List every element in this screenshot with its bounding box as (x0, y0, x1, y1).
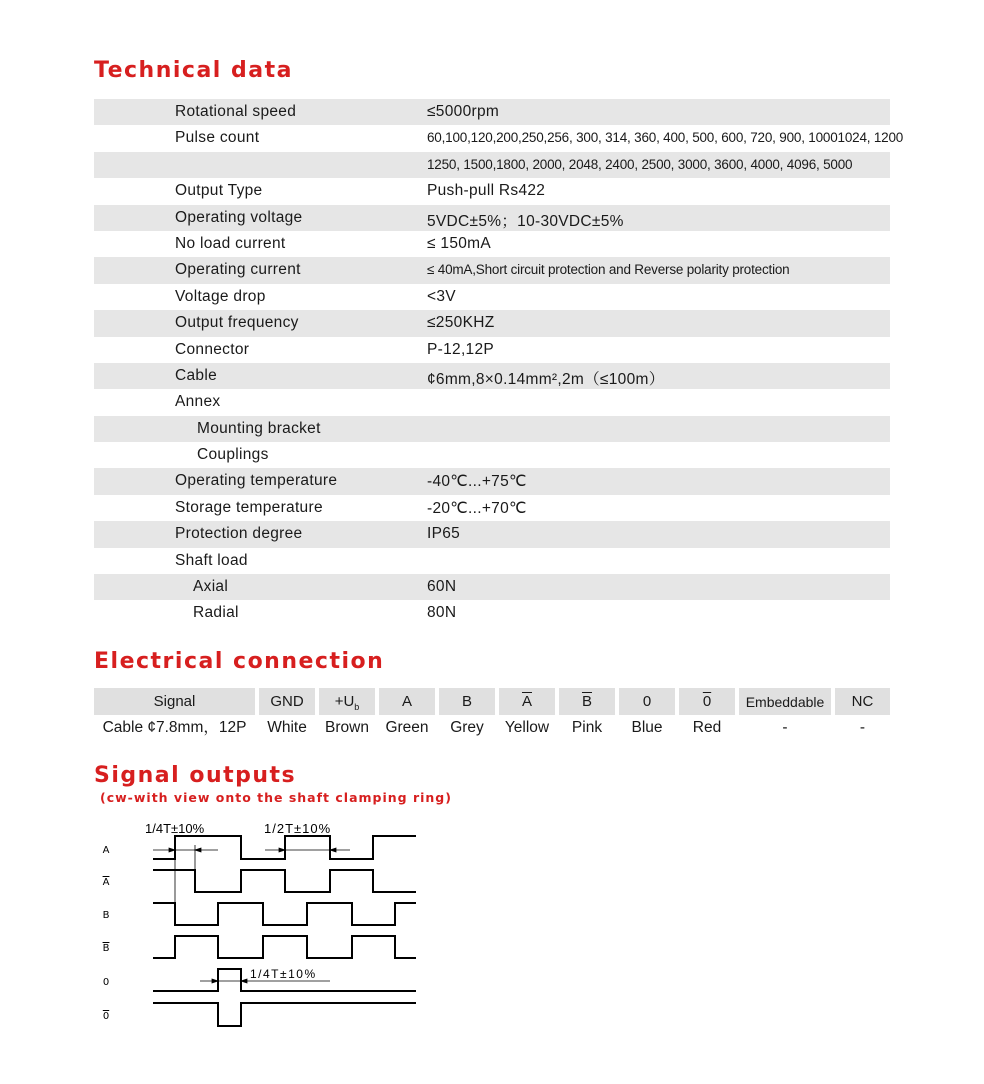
annotation-zero: 1/4T±10% (250, 967, 317, 981)
tech-row (94, 178, 890, 204)
tech-row (94, 205, 890, 231)
tech-row-label: Voltage drop (175, 287, 266, 305)
tech-row-value: ≤250KHZ (427, 314, 495, 332)
tech-row-label: Protection degree (175, 525, 303, 543)
channel-label-b: B (102, 910, 110, 921)
signal-timing-diagram (90, 815, 430, 1035)
channel-label-a: A (102, 845, 110, 856)
header-plus-u (319, 688, 375, 715)
tech-row-label: Operating temperature (175, 472, 338, 490)
color-plus-u: Brown (325, 719, 369, 736)
tech-row-label: Annex (175, 393, 221, 411)
channel-label-zero: 0 (102, 977, 110, 988)
waveform-b (153, 903, 416, 925)
color-zero-inverted: Red (692, 719, 722, 736)
plus-u-subscript: b (354, 702, 360, 712)
tech-row (94, 442, 890, 468)
tech-row-label: Connector (175, 340, 250, 358)
channel-label-b-inverted: B (102, 943, 110, 954)
header-zero-inverted (679, 688, 735, 715)
tech-row-label: Couplings (197, 446, 269, 464)
tech-row (94, 363, 890, 389)
zero-inverted-text: 0 (702, 693, 712, 710)
header-signal: Signal (94, 688, 255, 715)
header-b-inverted (559, 688, 615, 715)
tech-row-value: 60N (427, 578, 457, 596)
tech-row-value: ≤ 150mA (427, 234, 492, 252)
tech-row-label: Output Type (175, 182, 263, 200)
tech-row-label: Radial (193, 604, 239, 622)
tech-row-label: Mounting bracket (197, 419, 321, 437)
tech-row (94, 574, 890, 600)
color-a: Green (385, 719, 429, 736)
tech-row (94, 521, 890, 547)
tech-row-label: Storage temperature (175, 498, 323, 516)
header-embeddable: Embeddable (739, 688, 831, 715)
plus-u-text: +U (334, 693, 355, 710)
tech-row-label: Shaft load (175, 551, 248, 569)
annotation-quarter: 1/4T±10% (145, 821, 205, 836)
color-b: Grey (450, 719, 484, 736)
technical-data-title: Technical data (94, 58, 293, 83)
arrow-icon (195, 848, 201, 852)
b-inverted-text: $\overline{B}$ (581, 693, 592, 710)
waveform-zero-inverted (153, 1003, 416, 1026)
signal-outputs-subtitle: (cw-with view onto the shaft clamping ring) (100, 790, 452, 805)
tech-row (94, 125, 904, 151)
header-gnd: GND (259, 688, 315, 715)
tech-row-value: ≤ 40mA,Short circuit protection and Reverse polarity protection (427, 262, 790, 278)
tech-row (94, 468, 890, 494)
color-a-inverted: Yellow (504, 719, 550, 736)
tech-row (94, 284, 890, 310)
tech-row-label: Operating voltage (175, 208, 303, 226)
channel-label-zero-inverted: 0 (102, 1011, 110, 1022)
tech-row (94, 99, 890, 125)
color-embeddable: - (782, 719, 788, 736)
signal-outputs-title: Signal outputs (94, 763, 297, 788)
waveform-a (153, 836, 416, 859)
tech-row-value: -40℃...+75℃ (427, 473, 527, 491)
tech-row-value: 80N (427, 604, 457, 622)
cable-label: Cable ¢7.8mm，12P (102, 719, 247, 736)
annotation-half: 1/2T±10% (264, 821, 332, 836)
tech-row-label: Output frequency (175, 314, 299, 332)
tech-row (94, 257, 890, 283)
a-inverted-text: $\overline{A}$ (521, 693, 532, 710)
tech-row-value: <3V (427, 287, 456, 305)
tech-row-value: ≤5000rpm (427, 103, 500, 120)
tech-row-label: Axial (193, 578, 229, 596)
tech-row-label: Cable (175, 366, 217, 384)
tech-row-value: -20℃...+70℃ (427, 499, 527, 517)
tech-row-value: Push-pull Rs422 (427, 182, 546, 200)
header-b: B (439, 688, 495, 715)
color-b-inverted: Pink (571, 719, 603, 736)
tech-row-value: 5VDC±5%；10-30VDC±5% (427, 212, 624, 230)
color-zero: Blue (631, 719, 663, 736)
tech-row (94, 600, 890, 626)
tech-row-value: P-12,12P (427, 340, 495, 358)
technical-data-table (94, 99, 904, 627)
tech-row (94, 231, 890, 257)
tech-row (94, 310, 890, 336)
tech-row (94, 416, 890, 442)
tech-row-value: 60,100,120,200,250,256, 300, 314, 360, 400, 500, 600, 720, 900, 10001024, 1200 (427, 130, 904, 146)
tech-row (94, 548, 890, 574)
tech-row-label: Operating current (175, 261, 301, 279)
tech-row-label: Rotational speed (175, 103, 297, 120)
channel-label-a-inverted: A (102, 877, 110, 888)
color-nc: - (859, 719, 866, 736)
tech-row-label: Pulse count (175, 129, 260, 147)
color-gnd: White (267, 719, 307, 736)
tech-row (94, 337, 890, 363)
tech-row-value: 1250, 1500,1800, 2000, 2048, 2400, 2500, 3000, 3600, 4000, 4096, 5000 (427, 156, 853, 172)
header-nc: NC (835, 688, 890, 715)
tech-row-label: No load current (175, 234, 286, 252)
tech-row (94, 495, 890, 521)
electrical-connection-title: Electrical connection (94, 649, 385, 674)
tech-row (94, 152, 890, 178)
tech-row (94, 389, 890, 415)
header-a: A (379, 688, 435, 715)
tech-row-value: ¢6mm,8×0.14mm²,2m（≤100m） (427, 370, 665, 388)
header-a-inverted (499, 688, 555, 715)
header-zero: 0 (619, 688, 675, 715)
tech-row-value: IP65 (427, 525, 461, 543)
waveform-a-inverted (153, 870, 416, 892)
waveform-b-inverted (153, 936, 416, 958)
